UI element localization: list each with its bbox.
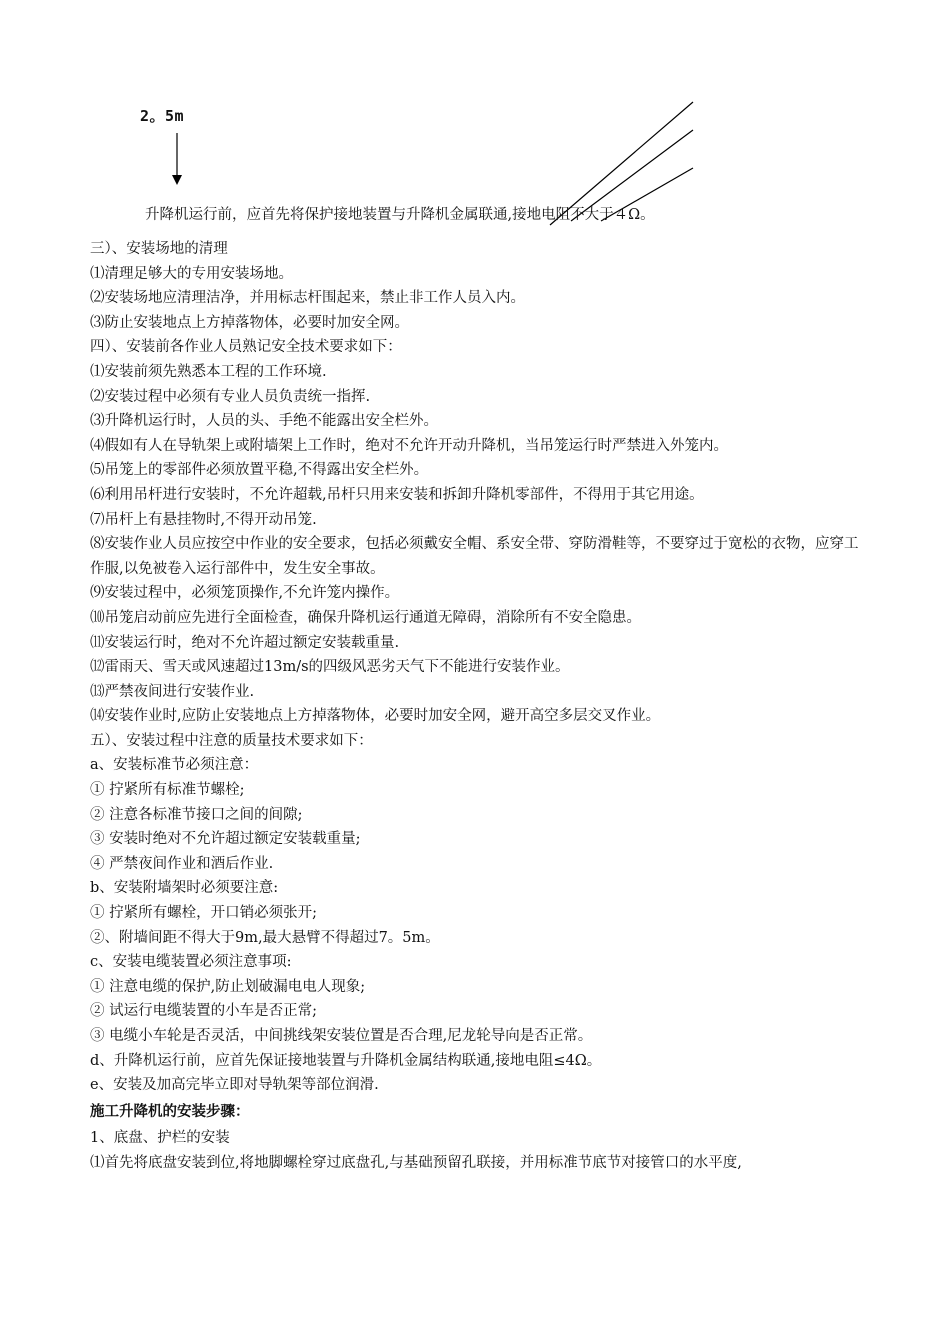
body-text — [90, 237, 865, 1176]
text-line: ⑶升降机运行时，人员的头、手绝不能露出安全栏外。 — [90, 413, 438, 430]
text-line: ⑴安装前须先熟悉本工程的工作环境. — [90, 363, 327, 380]
text-line: ② 试运行电缆装置的小车是否正常; — [90, 1003, 317, 1020]
text-line: ⑶防止安装地点上方掉落物体，必要时加安全网。 — [90, 314, 409, 331]
text-line: ⑾安装运行时，绝对不允许超过额定安装载重量. — [90, 634, 400, 651]
text-line: c、安装电缆装置必须注意事项: — [90, 954, 292, 971]
text-line: d、升降机运行前，应首先保证接地装置与升降机金属结构联通,接地电阻≤4Ω。 — [90, 1052, 602, 1069]
text-line: ⑺吊杆上有悬挂物时,不得开动吊笼. — [90, 511, 317, 528]
text-line: ②、附墙间距不得大于9m,最大悬臂不得超过7。5m。 — [90, 929, 440, 946]
text-line: ① 拧紧所有螺栓，开口销必须张开; — [90, 905, 317, 922]
text-line: b、安装附墙架时必须要注意: — [90, 880, 279, 897]
text-line: ② 注意各标准节接口之间的间隙; — [90, 806, 303, 823]
text-line: 1、底盘、护栏的安装 — [90, 1130, 230, 1147]
text-line: a、安装标准节必须注意： — [90, 757, 259, 774]
text-line: ⑵安装场地应清理洁净，并用标志杆围起来，禁止非工作人员入内。 — [90, 290, 525, 307]
text-line: e、安装及加高完毕立即对导轨架等部位润滑. — [90, 1077, 379, 1094]
text-line: ⑽吊笼启动前应先进行全面检查，确保升降机运行通道无障碍，消除所有不安全隐患。 — [90, 609, 641, 626]
text-line: ⑷假如有人在导轨架上或附墙架上工作时，绝对不允许开动升降机，当吊笼运行时严禁进入外笼内。 — [90, 437, 728, 454]
text-line: ⒁安装作业时,应防止安装地点上方掉落物体，必要时加安全网，避开高空多层交叉作业。 — [90, 708, 661, 725]
text-line: ⑵安装过程中必须有专业人员负责统一指挥. — [90, 388, 371, 405]
text-line: ③ 安装时绝对不允许超过额定安装载重量; — [90, 831, 361, 848]
text-line: ③ 电缆小车轮是否灵活，中间挑线架安装位置是否合理,尼龙轮导向是否正常。 — [90, 1028, 593, 1044]
text-line: 三）、安装场地的清理 — [90, 241, 228, 257]
text-line: ④ 严禁夜间作业和酒后作业. — [90, 855, 274, 872]
dimension-label: 2。5m — [140, 107, 185, 125]
text-line: ⑼安装过程中，必须笼顶操作,不允许笼内操作。 — [90, 585, 400, 602]
text-line: 四）、安装前各作业人员熟记安全技术要求如下： — [90, 339, 402, 356]
text-line: 五）、安装过程中注意的质量技术要求如下： — [90, 732, 373, 749]
dimension-arrow-head — [172, 175, 182, 185]
intro-paragraph: 升降机运行前，应首先将保护接地装置与升降机金属联通,接地电阻不大于４Ω。 — [145, 207, 655, 223]
text-line: ⑴首先将底盘安装到位,将地脚螺栓穿过底盘孔,与基础预留孔联接，并用标准节底节对接管口的水平度, — [90, 1154, 742, 1171]
text-line: ⑻安装作业人员应按空中作业的安全要求，包括必须戴安全帽、系安全带、穿防滑鞋等，不要穿过于宽松的衣物，应穿工作服,以免被卷入运行部件中，发生安全事故。 — [90, 536, 859, 577]
section-heading: 施工升降机的安装步骤： — [90, 1102, 250, 1120]
text-line: ⒀严禁夜间进行安装作业. — [90, 683, 255, 700]
text-line: ⑸吊笼上的零部件必须放置平稳,不得露出安全栏外。 — [90, 462, 429, 479]
text-line: ⑹利用吊杆进行安装时，不允许超载,吊杆只用来安装和拆卸升降机零部件，不得用于其它用途。 — [90, 486, 704, 503]
text-line: ⑿雷雨天、雪天或风速超过13m/s的四级风恶劣天气下不能进行安装作业。 — [90, 659, 570, 676]
text-line: ① 注意电缆的保护,防止划破漏电电人现象; — [90, 978, 366, 995]
text-line: ① 拧紧所有标准节螺栓; — [90, 782, 245, 799]
text-line: ⑴清理足够大的专用安装场地。 — [90, 265, 293, 282]
